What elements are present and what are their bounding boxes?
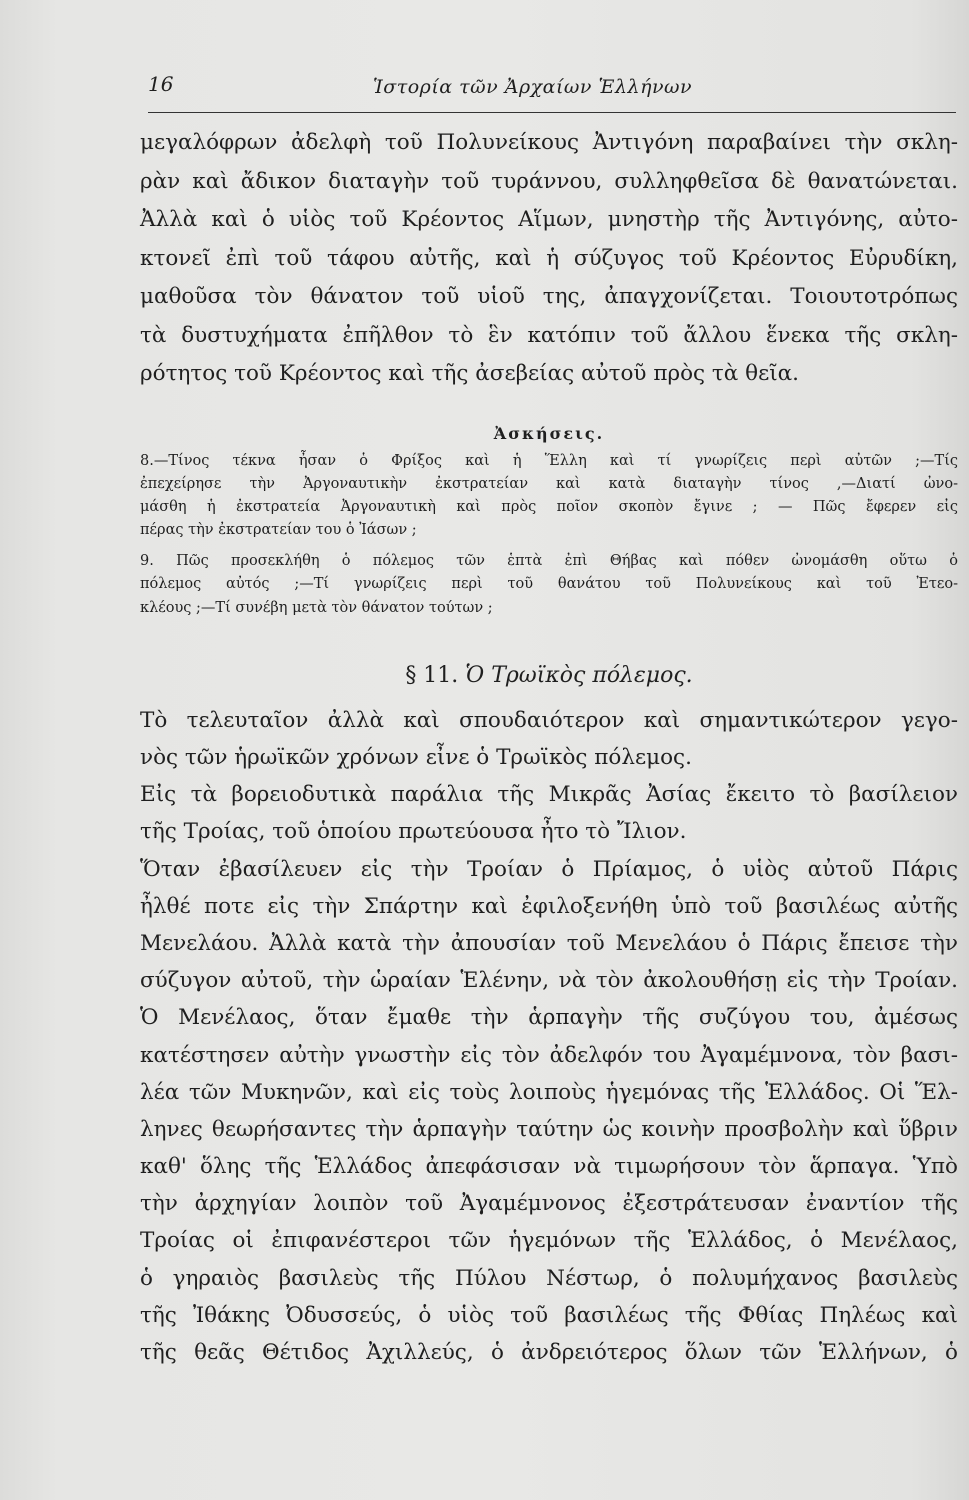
exercise-line: κλέους ;—Τί συνέβη μετὰ τὸν θάνατον τούτων ; <box>140 599 493 616</box>
text-line: κτονεῖ ἐπὶ τοῦ τάφου αὐτῆς, καὶ ἡ σύζυγος τοῦ Κρέοντος Εὐρυδίκη, <box>140 245 958 271</box>
text-line: νὸς τῶν ἡρωϊκῶν χρόνων εἶνε ὁ Τρωϊκὸς πόλεμος. <box>140 745 692 770</box>
text-line: λέα τῶν Μυκηνῶν, καὶ εἰς τοὺς λοιποὺς ἡγεμόνας τῆς Ἑλλάδος. Οἱ Ἕλ- <box>140 1079 958 1105</box>
page-header <box>148 72 948 106</box>
exercise-gap <box>140 542 958 550</box>
section-title: Ὁ Τρωϊκὸς πόλεμος. <box>465 662 693 688</box>
exercises-block <box>140 418 958 620</box>
text-line: Τροίας οἱ ἐπιφανέστεροι τῶν ἡγεμόνων τῆς Ἑλλάδος, ὁ Μενέλαος, <box>140 1228 958 1254</box>
text-line: ρότητος τοῦ Κρέοντος καὶ τῆς ἀσεβείας αὐτοῦ πρὸς τὰ θεῖα. <box>140 361 800 386</box>
text-line: καθ' ὅλης τῆς Ἑλλάδος ἀπεφάσισαν νὰ τιμωρήσουν τὸν ἅρπαγα. Ὑπὸ <box>140 1154 958 1180</box>
exercise-line: πόλεμος αὐτός ;—Τί γνωρίζεις περὶ τοῦ θανάτου τοῦ Πολυνείκους καὶ τοῦ Ἐτεο- <box>140 576 958 593</box>
header-rule <box>148 112 956 113</box>
opening-paragraph <box>140 124 958 394</box>
section-heading <box>140 654 958 698</box>
text-line: ἦλθέ ποτε εἰς τὴν Σπάρτην καὶ ἐφιλοξενήθη ὑπὸ τοῦ βασιλέως αὐτῆς <box>140 893 958 919</box>
text-line: Ὁ Μενέλαος, ὅταν ἔμαθε τὴν ἁρπαγὴν τῆς συζύγου του, ἀμέσως <box>140 1005 958 1031</box>
exercise-line: 9. Πῶς προσεκλήθη ὁ πόλεμος τῶν ἑπτὰ ἐπὶ Θήβας καὶ πόθεν ὠνομάσθη οὕτω ὁ <box>140 553 958 570</box>
text-line: Ἀλλὰ καὶ ὁ υἱὸς τοῦ Κρέοντος Αἵμων, μνηστὴρ τῆς Ἀντιγόνης, αὐτο- <box>140 207 958 232</box>
text-line: μεγαλόφρων ἀδελφὴ τοῦ Πολυνείκους Ἀντιγόνη παραβαίνει τὴν σκλη- <box>140 130 958 155</box>
text-line: Εἰς τὰ βορειοδυτικὰ παράλια τῆς Μικρᾶς Ἀσίας ἔκειτο τὸ βασίλειον <box>140 782 958 808</box>
exercise-8 <box>140 450 958 543</box>
text-line: ληνες θεωρήσαντες τὴν ἁρπαγὴν ταύτην ὡς κοινὴν προσβολὴν καὶ ὕβριν <box>140 1116 958 1142</box>
text-line: σύζυγον αὐτοῦ, τὴν ὡραίαν Ἑλένην, νὰ τὸν ἀκολουθήσῃ εἰς τὴν Τροίαν. <box>140 968 958 994</box>
text-line: τὰ δυστυχήματα ἐπῆλθον τὸ ἓν κατόπιν τοῦ ἄλλου ἕνεκα τῆς σκλη- <box>140 322 958 348</box>
running-title: Ἱστορία τῶν Ἀρχαίων Ἑλλήνων <box>373 76 693 98</box>
exercise-line: μάσθη ἡ ἐκστρατεία Ἀργοναυτικὴ καὶ πρὸς ποῖον σκοπὸν ἔγινε ; — Πῶς ἔφερεν εἰς <box>140 498 958 515</box>
text-line: κατέστησεν αὐτὴν γνωστὴν εἰς τὸν ἀδελφόν του Ἀγαμέμνονα, τὸν βασι- <box>140 1042 958 1068</box>
exercise-line: 8.—Τίνος τέκνα ἦσαν ὁ Φρίξος καὶ ἡ Ἕλλη καὶ τί γνωρίζεις περὶ αὐτῶν ;—Τίς <box>140 452 958 469</box>
text-line: τῆς θεᾶς Θέτιδος Ἀχιλλεύς, ὁ ἀνδρειότερος ὅλων τῶν Ἑλλήνων, ὁ <box>140 1340 958 1365</box>
text-line: τῆς Τροίας, τοῦ ὁποίου πρωτεύουσα ἦτο τὸ Ἴλιον. <box>140 819 687 845</box>
text-line: ρὰν καὶ ἄδικον διαταγὴν τοῦ τυράννου, συλληφθεῖσα δὲ θανατώνεται. <box>140 168 958 194</box>
text-line: Ὅταν ἐβασίλευεν εἰς τὴν Τροίαν ὁ Πρίαμος, ὁ υἱὸς αὐτοῦ Πάρις <box>140 856 958 882</box>
text-line: τὴν ἀρχηγίαν λοιπὸν τοῦ Ἀγαμέμνονος ἐξεστράτευσαν ἐναντίον τῆς <box>140 1191 958 1217</box>
text-line: ὁ γηραιὸς βασιλεὺς τῆς Πύλου Νέστωρ, ὁ πολυμήχανος βασιλεὺς <box>140 1265 958 1291</box>
page-number: 16 <box>148 72 174 96</box>
text-line: Τὸ τελευταῖον ἀλλὰ καὶ σπουδαιότερον καὶ σημαντικώτερον γεγο- <box>140 707 958 733</box>
exercise-line: ἐπεχείρησε τὴν Ἀργοναυτικὴν ἐκστρατείαν καὶ κατὰ διαταγὴν τίνος ,—Διατί ὠνο- <box>140 475 958 492</box>
exercise-9 <box>140 550 958 620</box>
text-line: τῆς Ἰθάκης Ὀδυσσεύς, ὁ υἱὸς τοῦ βασιλέως τῆς Φθίας Πηλέως καὶ <box>140 1302 958 1328</box>
text-line: μαθοῦσα τὸν θάνατον τοῦ υἱοῦ της, ἀπαγχονίζεται. Τοιουτοτρόπως <box>140 284 958 309</box>
exercise-line: πέρας τὴν ἐκστρατείαν του ὁ Ἰάσων ; <box>140 522 417 539</box>
page-content <box>140 124 958 1371</box>
text-line: Μενελάου. Ἀλλὰ κατὰ τὴν ἀπουσίαν τοῦ Μενελάου ὁ Πάρις ἔπεισε τὴν <box>140 930 958 956</box>
section-text <box>140 702 958 1371</box>
exercises-title: Ἀσκήσεις. <box>493 423 605 443</box>
section-number: § 11. <box>405 662 459 688</box>
